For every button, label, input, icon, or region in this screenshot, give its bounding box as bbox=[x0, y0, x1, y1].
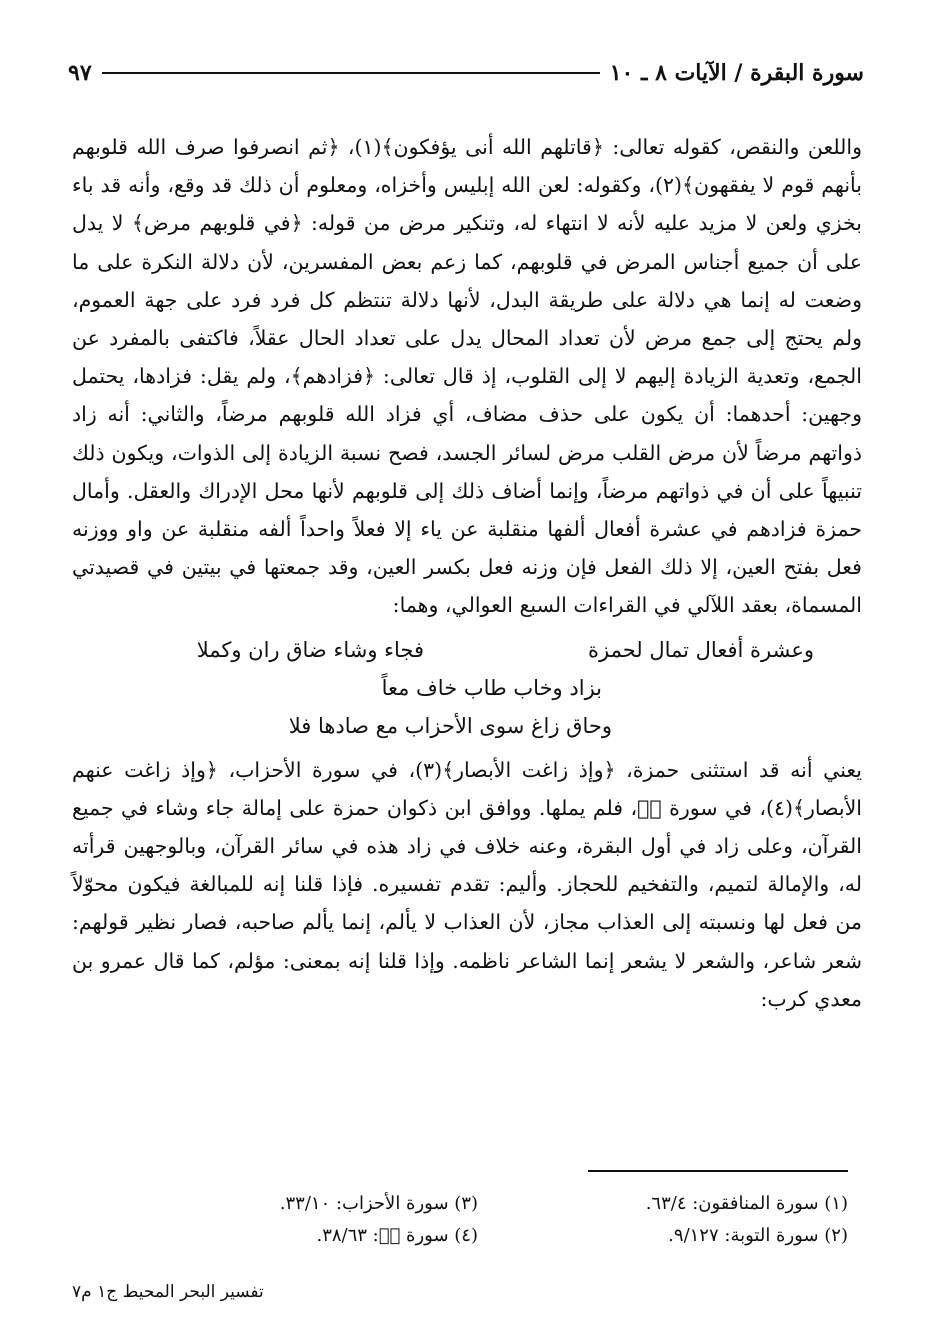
body-text bbox=[72, 128, 862, 1018]
poem-hemistich-2: بزاد وخاب طاب خاف معاً bbox=[381, 675, 602, 700]
paragraph-2: يعني أنه قد استثنى حمزة، ﴿وإذ زاغت الأبصار﴾(٣)، في سورة الأحزاب، ﴿وإذ زاغت عنهم الأبصار﴾(٤)، في سورة صۤ، فلم يملها. ووافق ابن ذكوان حمزة على إمالة جاء وشاء في جميع القرآن، وعلى زاد في أول البقرة، وعنه خلاف في زاد هذه في سائر القرآن، وبالوجهين قرأته له، والإمالة لتميم، والتفخيم للحجاز. وأليم: تقدم تفسيره. فإذا قلنا إنه للمبالغة فيكون محوّلاً من فعل لها ونسبته إلى العذاب مجاز، لأن العذاب لا يألم، إنما يألم صاحبه، فصار نظير قولهم: شعر شاعر، والشعر لا يشعر إنما الشاعر ناظمه. وإذا قلنا إنه بمعنى: مؤلم، كما قال عمرو بن معدي كرب: bbox=[72, 757, 862, 1011]
footnotes bbox=[148, 1188, 848, 1252]
poem-line-2 bbox=[72, 669, 862, 707]
poem-hemistich-1a: وعشرة أفعال تمال لحمزة bbox=[587, 637, 814, 662]
poem-line-1 bbox=[72, 631, 862, 669]
header-title: سورة البقرة / الآيات ٨ ـ ١٠ bbox=[609, 60, 864, 86]
footnote-2: (٢) سورة التوبة: ٩/١٢٧. bbox=[668, 1225, 848, 1246]
footnote-3: (٣) سورة الأحزاب: ٣٣/١٠. bbox=[279, 1193, 478, 1214]
header-rule bbox=[102, 72, 600, 74]
running-header bbox=[68, 56, 864, 90]
poem-line-3 bbox=[72, 707, 862, 745]
poem-hemistich-1b: فجاء وشاء ضاق ران وكملا bbox=[196, 637, 424, 662]
paragraph-1: واللعن والنقص، كقوله تعالى: ﴿قاتلهم الله أنى يؤفكون﴾(١)، ﴿ثم انصرفوا صرف الله قلوبهم بأنهم قوم لا يفقهون﴾(٢)، وكقوله: لعن الله إبليس وأخزاه، ومعلوم أن ذلك قد وقع، وأنه قد باء بخزي ولعن لا مزيد عليه لأنه لا انتهاء له، وتنكير مرض من قوله: ﴿في قلوبهم مرض﴾ لا يدل على أن جميع أجناس المرض في قلوبهم، كما زعم بعض المفسرين، لأن دلالة النكرة على ما وضعت له إنما هي دلالة على طريقة البدل، لأنها دلالة تنتظم كل فرد فرد على جهة العموم، ولم يحتج إلى جمع مرض لأن تعداد المحال يدل على تعداد الحال عقلاً، فاكتفى بالمفرد عن الجمع، وتعدية الزيادة إليهم لا إلى القلوب، إذ قال تعالى: ﴿فزادهم﴾، ولم يقل: فزادها، يحتمل وجهين: أحدهما: أن يكون على حذف مضاف، أي فزاد الله قلوبهم مرضاً، والثاني: أنه زاد ذواتهم مرضاً لأن مرض القلب مرض لسائر الجسد، فصح نسبة الزيادة إلى الذوات، ويكون ذلك تنبيهاً على أن في ذواتهم مرضاً، وإنما أضاف ذلك إلى قلوبهم لأنها محل الإدراك والعقل. وأمال حمزة فزادهم في عشرة أفعال ألفها منقلبة عن ياء إلا فعلاً واحداً ألفه منقلبة عن واو ووزنه فعل بفتح العين، إلا ذلك الفعل فإن وزنه فعل بكسر العين، وقد جمعتها في بيتين في قصيدتي المسماة، بعقد اللآلي في القراءات السبع العوالي، وهما: bbox=[72, 135, 863, 618]
poem-hemistich-3: وحاق زاغ سوى الأحزاب مع صادها فلا bbox=[288, 713, 612, 738]
footnote-1: (١) سورة المنافقون: ٦٣/٤. bbox=[645, 1193, 848, 1214]
signature-mark: تفسير البحر المحيط ج١ م٧ bbox=[72, 1282, 264, 1302]
footnote-4: (٤) سورة صۤ: ٣٨/٦٣. bbox=[316, 1225, 478, 1246]
page-number: ٩٧ bbox=[68, 60, 92, 86]
poem bbox=[72, 631, 862, 745]
footnote-rule bbox=[588, 1170, 848, 1172]
